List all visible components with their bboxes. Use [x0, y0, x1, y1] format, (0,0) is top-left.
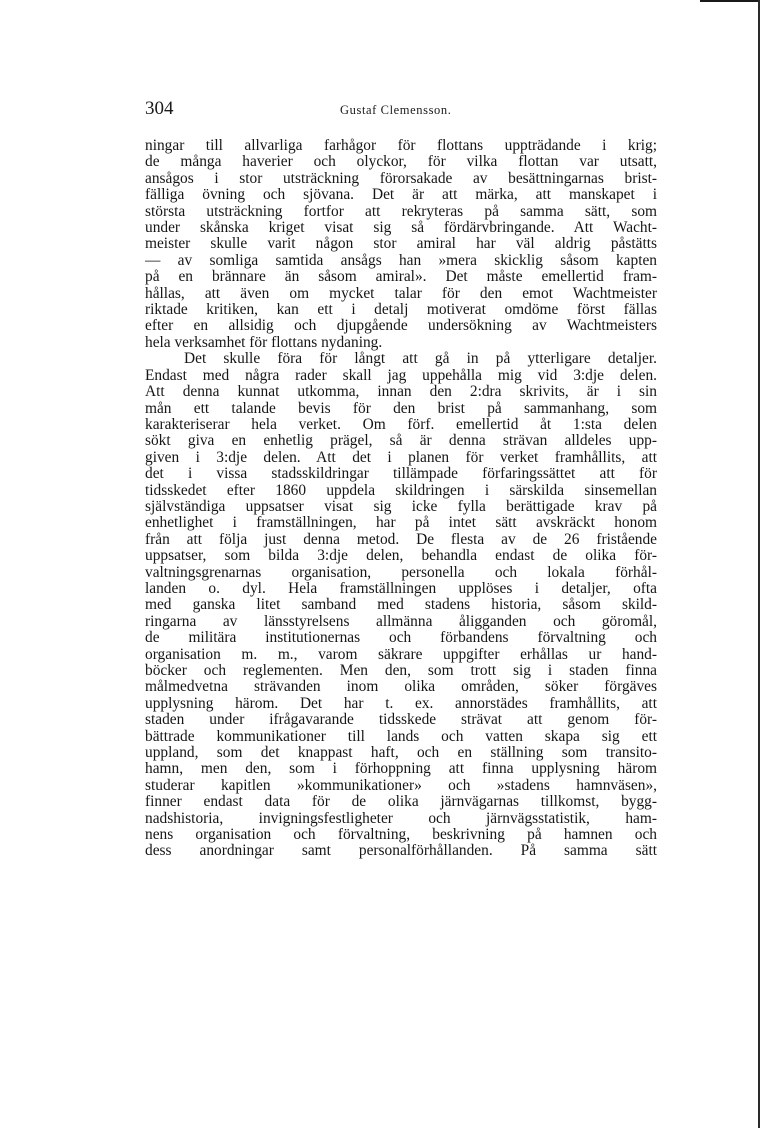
- paragraph-end-line: hela verksamhet för flottans nydaning.: [145, 334, 383, 351]
- text-line: fälliga övning och sjövana. Det är att märka, att manskapet i: [145, 187, 657, 204]
- scan-edge-top: [700, 0, 760, 2]
- text-line: staden under ifrågavarande tidsskede strävat att genom för-: [145, 712, 657, 729]
- text-line: hamn, men den, som i förhoppning att finna upplysning härom: [145, 761, 657, 778]
- text-line: upplysning härom. Det har t. ex. annorstädes framhållits, att: [145, 695, 657, 712]
- text-line: ansågos i stor utsträckning förorsakade av besättningarnas brist-: [145, 170, 657, 187]
- text-line: från att följa just denna metod. De flesta av de 26 fristående: [145, 531, 657, 548]
- text-line: uppland, som det knappast haft, och en ställning som transito-: [145, 745, 657, 762]
- text-line: finner endast data för de olika järnvägarnas tillkomst, bygg-: [145, 794, 657, 811]
- text-line: tidsskedet efter 1860 uppdela skildringen i särskilda sinsemellan: [145, 482, 657, 499]
- text-line: Endast med några rader skall jag uppehålla mig vid 3:dje delen.: [145, 367, 657, 384]
- text-line: Att denna kunnat utkomma, innan den 2:dra skrivits, är i sin: [145, 384, 657, 401]
- text-line: det i vissa stadsskildringar tillämpade förfaringssättet att för: [145, 466, 657, 483]
- text-line: landen o. dyl. Hela framställningen upplöses i detaljer, ofta: [145, 580, 657, 597]
- text-line: böcker och reglementen. Men den, som trott sig i staden finna: [145, 663, 657, 679]
- text-line: ningar till allvarliga farhågor för flottans uppträdande i krig;: [145, 138, 657, 154]
- page-number: 304: [145, 98, 174, 119]
- text-line: på en brännare än såsom amiral». Det måste emellertid fram-: [145, 269, 657, 286]
- text-line: valtningsgrenarnas organisation, personella och lokala förhål-: [145, 564, 657, 581]
- text-line: mån ett talande bevis för den brist på sammanhang, som: [145, 400, 657, 417]
- text-line: nadshistoria, invigningsfestligheter och järnvägsstatistik, ham-: [145, 810, 657, 827]
- text-line: given i 3:dje delen. Att det i planen för verket framhållits, att: [145, 449, 657, 466]
- text-line: uppsatser, som bilda 3:dje delen, behandla endast de olika för-: [145, 548, 657, 565]
- text-line: med ganska litet samband med stadens historia, såsom skild-: [145, 597, 657, 614]
- text-line: självständiga uppsatser visat sig icke fylla berättigade krav på: [145, 498, 657, 515]
- text-line: de militära institutionernas och förbandens förvaltning och: [145, 630, 657, 647]
- text-line: ringarna av länsstyrelsens allmänna åligganden och göromål,: [145, 613, 657, 630]
- text-line: de många haverier och olyckor, för vilka flottan var utsatt,: [145, 154, 657, 171]
- text-line: organisation m. m., varom säkrare uppgifter erhållas ur hand-: [145, 646, 657, 663]
- text-line: riktade kritiken, kan ett i detalj motiverat omdöme först fällas: [145, 302, 657, 319]
- text-line: målmedvetna strävanden inom olika områden, söker förgäves: [145, 679, 657, 696]
- text-line: bättrade kommunikationer till lands och vatten skapa sig ett: [145, 728, 657, 745]
- text-line: karakteriserar hela verket. Om förf. emellertid åt 1:sta delen: [145, 416, 657, 433]
- text-line: sökt giva en enhetlig prägel, så är denna strävan alldeles upp-: [145, 433, 657, 450]
- text-line: dess anordningar samt personalförhållanden. På samma sätt: [145, 843, 657, 860]
- text-line: nens organisation och förvaltning, beskrivning på hamnen och: [145, 827, 657, 844]
- text-line: — av somliga samtida ansågs han »mera skicklig såsom kapten: [145, 252, 657, 269]
- paragraph-first-line: Det skulle föra för långt att gå in på ytterligare detaljer.: [184, 351, 657, 368]
- text-line: enhetlighet i framställningen, har på intet sätt avskräckt honom: [145, 515, 657, 532]
- text-line: under skånska kriget visat sig så fördärvbringande. Att Wacht-: [145, 220, 657, 237]
- text-line: största utsträckning fortfor att rekryteras på samma sätt, som: [145, 203, 657, 220]
- text-line: efter en allsidig och djupgående undersökning av Wachtmeisters: [145, 318, 657, 335]
- running-head: Gustaf Clemensson.: [340, 103, 452, 117]
- text-line: studerar kapitlen »kommunikationer» och »stadens hamnväsen»,: [145, 777, 657, 794]
- text-line: meister skulle varit någon stor amiral har väl aldrig påstätts: [145, 236, 657, 253]
- text-line: hållas, att även om mycket talar för den emot Wachtmeister: [145, 285, 657, 302]
- body-text: [145, 138, 657, 860]
- page-header: [145, 98, 657, 124]
